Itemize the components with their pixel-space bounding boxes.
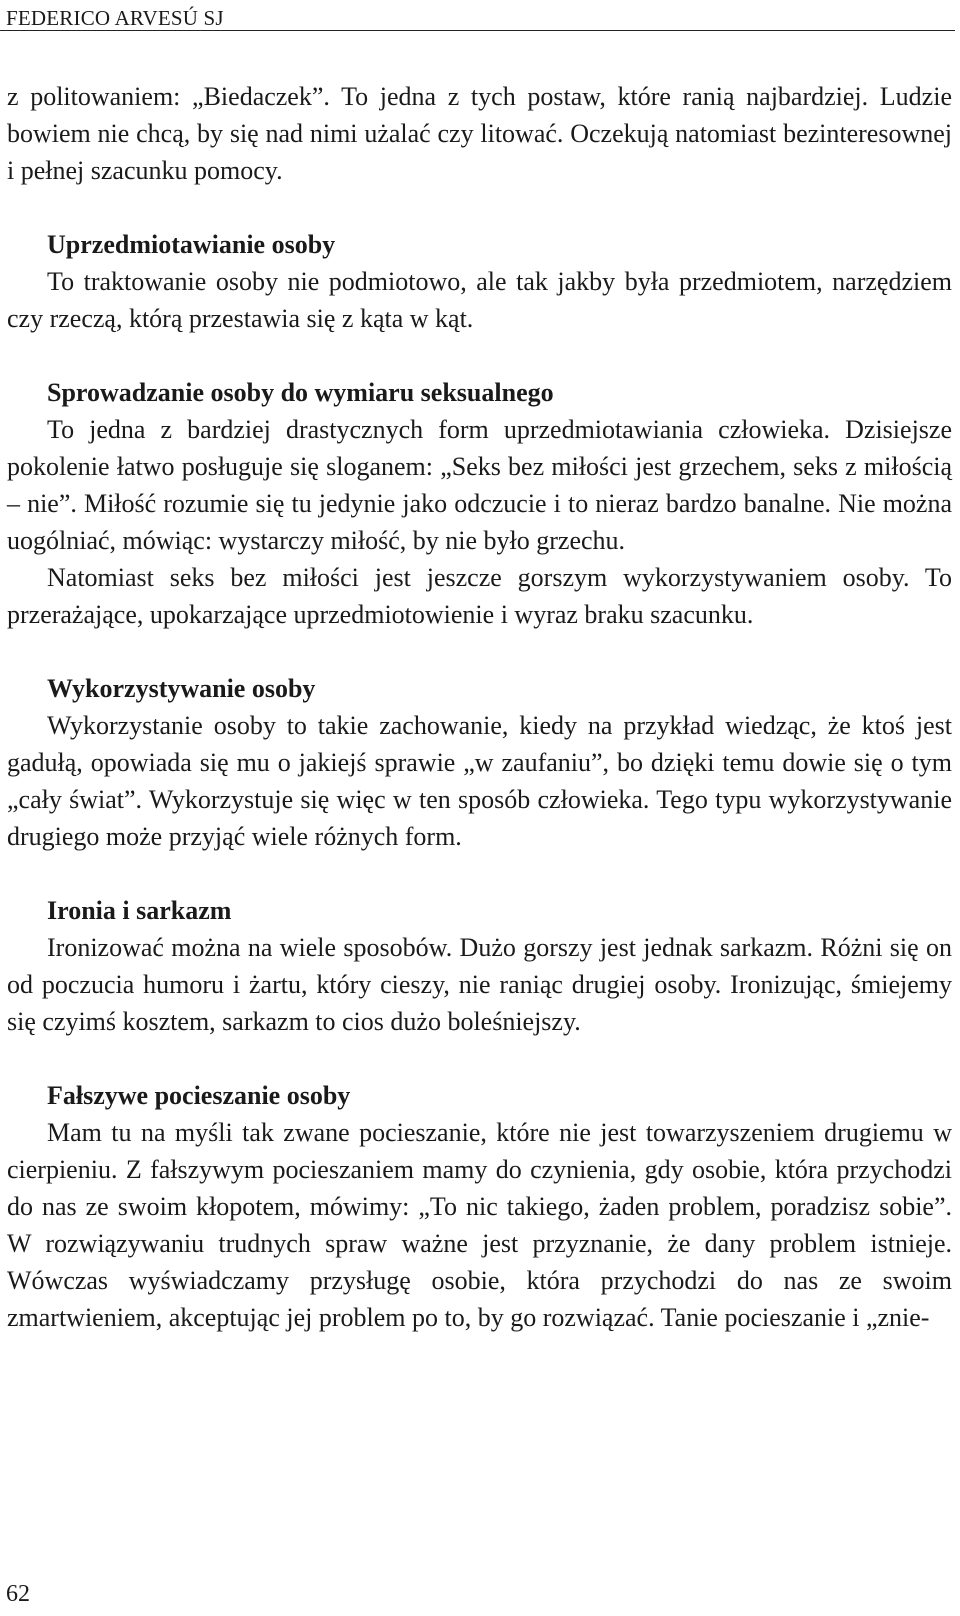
section-heading: Ironia i sarkazm [47,896,232,925]
section-heading: Uprzedmiotawianie osoby [47,230,336,259]
section-heading: Sprowadzanie osoby do wymiaru seksualnego [47,378,554,407]
section-paragraph: Mam tu na myśli tak zwane pocieszanie, które nie jest towarzyszeniem drugiemu w cierpieniu. Z fałszywym pocieszaniem mamy do czynienia, gdy osobie, która przychodzi do nas ze swoim kłopotem, mówimy: „To nic takiego, żaden problem, poradzisz sobie”. W rozwiązywaniu trudnych spraw ważne jest przyznanie, że dany problem istnieje. Wówczas wyświadczamy przysługę osobie, która przychodzi do nas ze swoim zmartwieniem, akceptując jej problem po to, by go rozwiązać. Tanie pocieszanie i „znie- [7,1118,952,1332]
section-heading: Wykorzystywanie osoby [47,674,316,703]
section-ironia [7,892,952,1040]
section-paragraph: To jedna z bardziej drastycznych form uprzedmiotawiania człowieka. Dzisiejsze pokolenie łatwo posługuje się sloganem: „Seks bez miłości jest grzechem, seks z miłością – nie”. Miłość rozumie się tu jedynie jako odczucie i to nieraz bardzo banalne. Nie można uogólniać, mówiąc: wystarczy miłość, by nie było grzechu. [7,415,952,555]
running-header: FEDERICO ARVESÚ SJ [6,6,224,30]
section-wymiar-seksualny [7,374,952,633]
section-paragraph: Ironizować można na wiele sposobów. Dużo gorszy jest jednak sarkazm. Różni się on od poczucia humoru i żartu, który cieszy, nie raniąc drugiej osoby. Ironizując, śmiejemy się czyimś kosztem, sarkazm to cios dużo boleśniejszy. [7,933,952,1036]
section-wykorzystywanie [7,670,952,855]
section-paragraph: To traktowanie osoby nie podmiotowo, ale tak jakby była przedmiotem, narzędziem czy rzeczą, którą przestawia się z kąta w kąt. [7,267,952,333]
page-body [7,78,952,1336]
header-rule [0,30,955,31]
continuation-paragraph: z politowaniem: „Biedaczek”. To jedna z tych postaw, które ranią najbardziej. Ludzie bowiem nie chcą, by się nad nimi użalać czy litować. Oczekują natomiast bezinteresownej i pełnej szacunku pomocy. [7,82,952,185]
section-uprzedmiotawianie [7,226,952,337]
section-falszywe-pocieszanie [7,1077,952,1336]
section-paragraph: Natomiast seks bez miłości jest jeszcze gorszym wykorzystywaniem osoby. To przerażające, upokarzające uprzedmiotowienie i wyraz braku szacunku. [7,563,952,629]
section-paragraph: Wykorzystanie osoby to takie zachowanie, kiedy na przykład wiedząc, że ktoś jest gadułą, opowiada się mu o jakiejś sprawie „w zaufaniu”, bo dzięki temu dowie się o tym „cały świat”. Wykorzystuje się więc w ten sposób człowieka. Tego typu wykorzystywanie drugiego może przyjąć wiele różnych form. [7,711,952,851]
page-number: 62 [6,1581,30,1607]
section-heading: Fałszywe pocieszanie osoby [47,1081,351,1110]
